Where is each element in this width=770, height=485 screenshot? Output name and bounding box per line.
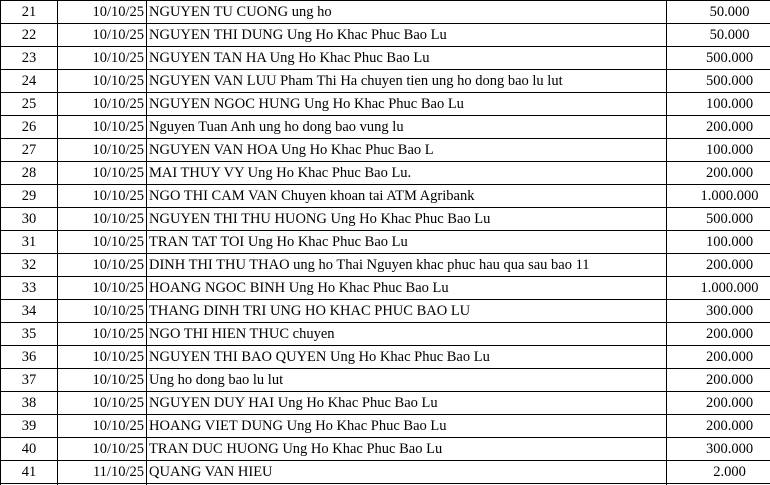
row-description: TRAN DUC HUONG Ung Ho Khac Phuc Bao Lu: [147, 438, 667, 461]
row-amount: 100.000: [667, 139, 770, 162]
row-number: 25: [1, 93, 58, 116]
table-row: [1, 369, 770, 392]
row-date: 10/10/25: [58, 24, 147, 47]
row-amount: 300.000: [667, 438, 770, 461]
row-number: 34: [1, 300, 58, 323]
row-number: 32: [1, 254, 58, 277]
row-description: NGO THI CAM VAN Chuyen khoan tai ATM Agribank: [147, 185, 667, 208]
table-row: [1, 231, 770, 254]
row-number: 27: [1, 139, 58, 162]
row-number: 41: [1, 461, 58, 484]
row-date: 10/10/25: [58, 254, 147, 277]
row-number: 28: [1, 162, 58, 185]
table-row: [1, 70, 770, 93]
row-date: 10/10/25: [58, 300, 147, 323]
row-number: 33: [1, 277, 58, 300]
row-description: NGUYEN VAN LUU Pham Thi Ha chuyen tien ung ho dong bao lu lut: [147, 70, 667, 93]
row-number: 40: [1, 438, 58, 461]
row-number: 29: [1, 185, 58, 208]
row-date: 10/10/25: [58, 415, 147, 438]
row-date: 10/10/25: [58, 47, 147, 70]
table-row: [1, 415, 770, 438]
row-description: THANG DINH TRI UNG HO KHAC PHUC BAO LU: [147, 300, 667, 323]
row-description: NGO THI HIEN THUC chuyen: [147, 323, 667, 346]
row-amount: 100.000: [667, 231, 770, 254]
table-row: [1, 277, 770, 300]
row-date: 10/10/25: [58, 116, 147, 139]
table-row: [1, 392, 770, 415]
row-amount: 500.000: [667, 70, 770, 93]
row-date: 10/10/25: [58, 70, 147, 93]
row-date: 10/10/25: [58, 162, 147, 185]
row-date: 10/10/25: [58, 1, 147, 24]
row-amount: 200.000: [667, 415, 770, 438]
row-amount: 50.000: [667, 24, 770, 47]
row-description: NGUYEN THI THU HUONG Ung Ho Khac Phuc Bao Lu: [147, 208, 667, 231]
row-number: 21: [1, 1, 58, 24]
row-date: 10/10/25: [58, 185, 147, 208]
donation-table-body: [1, 1, 770, 485]
row-description: NGUYEN THI BAO QUYEN Ung Ho Khac Phuc Bao Lu: [147, 346, 667, 369]
row-description: NGUYEN NGOC HUNG Ung Ho Khac Phuc Bao Lu: [147, 93, 667, 116]
row-description: HOANG VIET DUNG Ung Ho Khac Phuc Bao Lu: [147, 415, 667, 438]
row-amount: 200.000: [667, 369, 770, 392]
row-description: NGUYEN DUY HAI Ung Ho Khac Phuc Bao Lu: [147, 392, 667, 415]
row-number: 23: [1, 47, 58, 70]
row-amount: 200.000: [667, 162, 770, 185]
row-number: 26: [1, 116, 58, 139]
row-date: 11/10/25: [58, 461, 147, 484]
table-row: [1, 93, 770, 116]
row-number: 30: [1, 208, 58, 231]
row-number: 31: [1, 231, 58, 254]
row-amount: 1.000.000: [667, 185, 770, 208]
row-date: 10/10/25: [58, 323, 147, 346]
row-amount: 100.000: [667, 93, 770, 116]
table-row: [1, 461, 770, 484]
row-number: 37: [1, 369, 58, 392]
row-amount: 500.000: [667, 47, 770, 70]
row-description: Nguyen Tuan Anh ung ho dong bao vung lu: [147, 116, 667, 139]
row-amount: 500.000: [667, 208, 770, 231]
table-row: [1, 116, 770, 139]
row-amount: 50.000: [667, 1, 770, 24]
row-date: 10/10/25: [58, 346, 147, 369]
row-date: 10/10/25: [58, 208, 147, 231]
row-number: 39: [1, 415, 58, 438]
row-number: 36: [1, 346, 58, 369]
row-amount: 200.000: [667, 392, 770, 415]
row-number: 38: [1, 392, 58, 415]
table-row: [1, 139, 770, 162]
row-date: 10/10/25: [58, 438, 147, 461]
row-amount: 1.000.000: [667, 277, 770, 300]
row-description: Ung ho dong bao lu lut: [147, 369, 667, 392]
row-amount: 200.000: [667, 323, 770, 346]
row-number: 22: [1, 24, 58, 47]
row-amount: 200.000: [667, 116, 770, 139]
row-amount: 200.000: [667, 254, 770, 277]
row-date: 10/10/25: [58, 369, 147, 392]
table-row: [1, 162, 770, 185]
row-description: NGUYEN TAN HA Ung Ho Khac Phuc Bao Lu: [147, 47, 667, 70]
row-description: TRAN TAT TOI Ung Ho Khac Phuc Bao Lu: [147, 231, 667, 254]
row-amount: 300.000: [667, 300, 770, 323]
table-row: [1, 47, 770, 70]
table-row: [1, 24, 770, 47]
row-date: 10/10/25: [58, 93, 147, 116]
table-row: [1, 438, 770, 461]
row-number: 24: [1, 70, 58, 93]
row-date: 10/10/25: [58, 139, 147, 162]
row-amount: 2.000: [667, 461, 770, 484]
table-row: [1, 300, 770, 323]
row-description: NGUYEN TU CUONG ung ho: [147, 1, 667, 24]
row-number: 35: [1, 323, 58, 346]
row-amount: 200.000: [667, 346, 770, 369]
row-date: 10/10/25: [58, 277, 147, 300]
table-row: [1, 1, 770, 24]
row-description: QUANG VAN HIEU: [147, 461, 667, 484]
row-description: NGUYEN VAN HOA Ung Ho Khac Phuc Bao L: [147, 139, 667, 162]
row-description: MAI THUY VY Ung Ho Khac Phuc Bao Lu.: [147, 162, 667, 185]
table-row: [1, 185, 770, 208]
table-row: [1, 254, 770, 277]
table-row: [1, 323, 770, 346]
row-date: 10/10/25: [58, 392, 147, 415]
table-row: [1, 346, 770, 369]
row-date: 10/10/25: [58, 231, 147, 254]
row-description: DINH THI THU THAO ung ho Thai Nguyen khac phuc hau qua sau bao 11: [147, 254, 667, 277]
row-description: NGUYEN THI DUNG Ung Ho Khac Phuc Bao Lu: [147, 24, 667, 47]
row-description: HOANG NGOC BINH Ung Ho Khac Phuc Bao Lu: [147, 277, 667, 300]
table-row: [1, 208, 770, 231]
